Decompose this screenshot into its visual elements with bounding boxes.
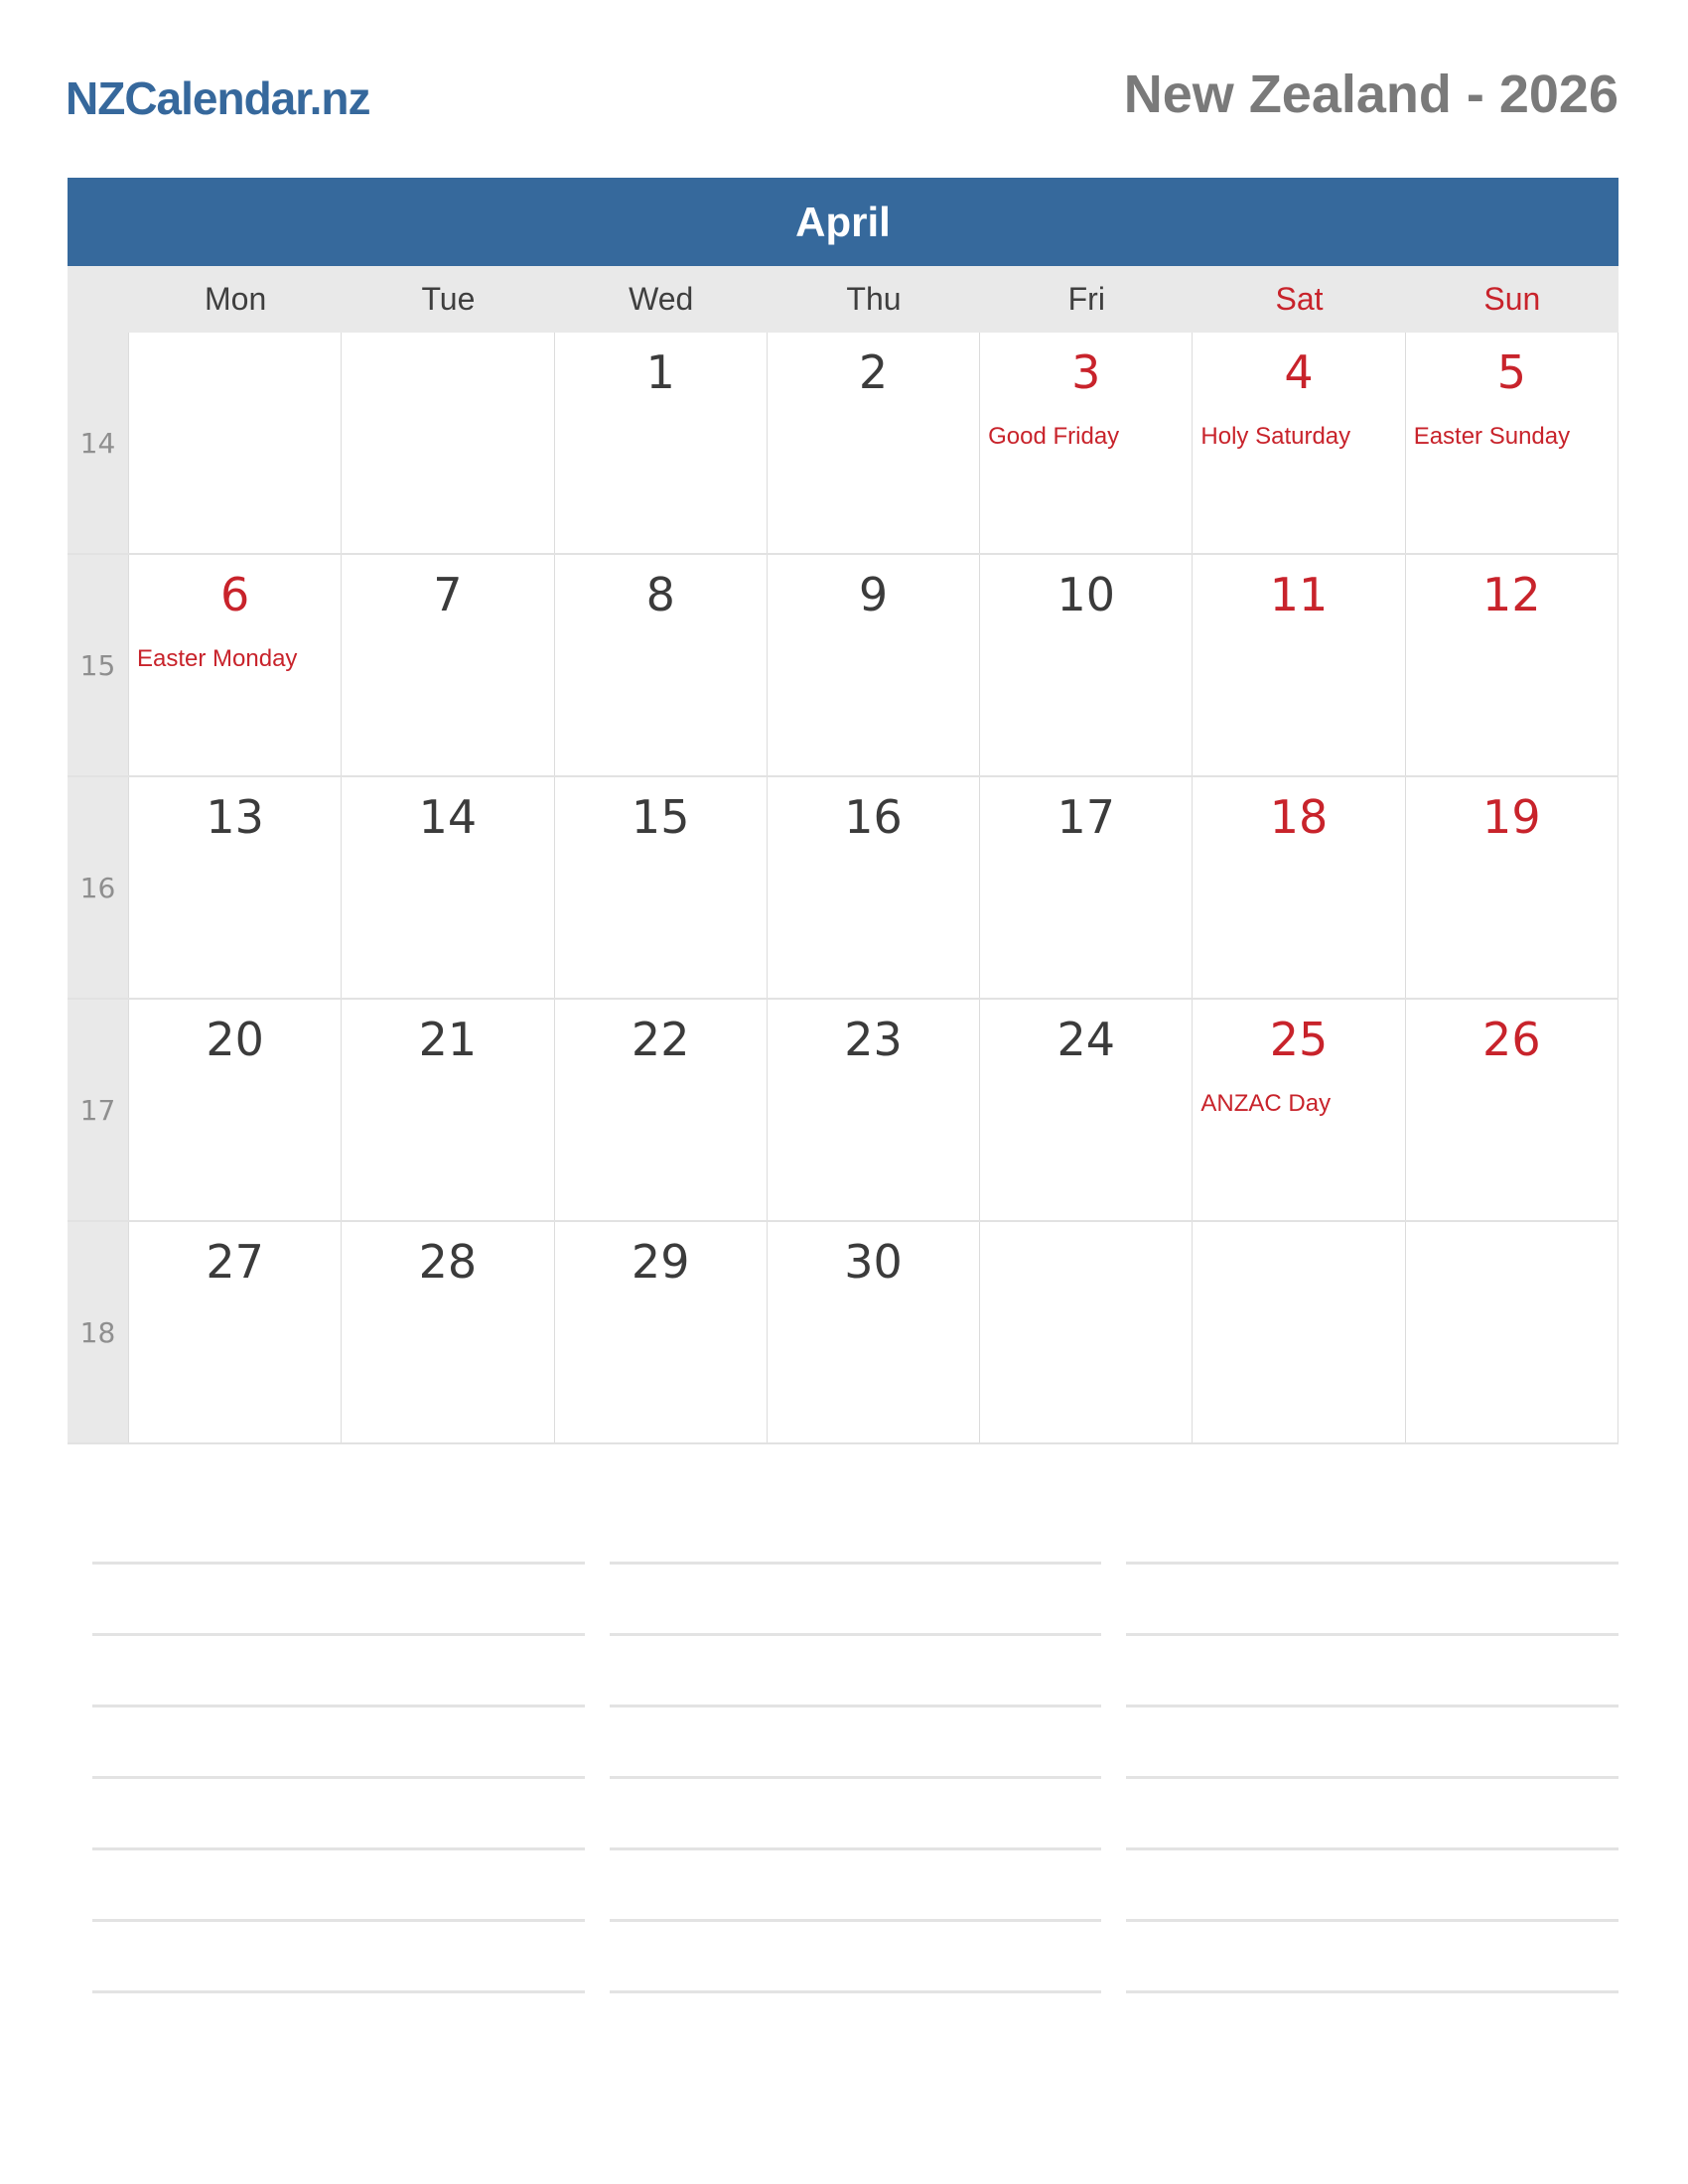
- week-row: [68, 777, 1618, 1000]
- day-cell: [768, 777, 980, 998]
- weekday-label-mon: Mon: [205, 281, 267, 317]
- note-line: [610, 1922, 1102, 1993]
- day-number: 20: [206, 1013, 264, 1066]
- week-number: 18: [68, 1222, 129, 1442]
- day-number: 16: [844, 790, 903, 844]
- day-cell: [555, 333, 768, 553]
- weekday-label-sun: Sun: [1483, 281, 1541, 317]
- note-line: [610, 1707, 1102, 1779]
- day-number: 8: [645, 568, 675, 621]
- week-row: [68, 1000, 1618, 1222]
- note-line: [92, 1565, 585, 1636]
- week-number: 16: [68, 777, 129, 998]
- note-line: [610, 1779, 1102, 1850]
- day-cell: [342, 777, 554, 998]
- week-number: 17: [68, 1000, 129, 1220]
- day-cell: [768, 333, 980, 553]
- day-cell: [555, 555, 768, 775]
- day-cell: [555, 1000, 768, 1220]
- notes-column: [68, 1493, 585, 1993]
- day-cell: [768, 1000, 980, 1220]
- weekday-label-tue: Tue: [421, 281, 476, 317]
- day-number: 23: [844, 1013, 903, 1066]
- month-header: [68, 178, 1618, 266]
- day-number: 18: [1269, 790, 1329, 844]
- day-number: 28: [418, 1235, 478, 1289]
- day-cell: [129, 555, 342, 775]
- day-number: 22: [631, 1013, 690, 1066]
- note-line: [1126, 1779, 1618, 1850]
- note-line: [610, 1565, 1102, 1636]
- day-number: 7: [433, 568, 463, 621]
- day-number: 9: [858, 568, 889, 621]
- day-number: 5: [1496, 345, 1526, 399]
- weekday-label-sat: Sat: [1275, 281, 1324, 317]
- day-cell: [129, 333, 342, 553]
- note-line: [1126, 1850, 1618, 1922]
- note-line: [92, 1636, 585, 1707]
- day-number: 1: [645, 345, 675, 399]
- day-cell: [980, 1222, 1193, 1442]
- week-number-column-spacer: [68, 266, 129, 333]
- day-cell: [1406, 1222, 1618, 1442]
- day-cell: [342, 333, 554, 553]
- day-number: 29: [631, 1235, 690, 1289]
- day-cell: [342, 1222, 554, 1442]
- day-cell: [1193, 333, 1405, 553]
- site-logo[interactable]: NZCalendar.nz: [66, 72, 370, 124]
- day-cell: [980, 555, 1193, 775]
- day-number: 13: [206, 790, 264, 844]
- holiday-label: Easter Monday: [137, 645, 298, 672]
- day-number: 11: [1269, 568, 1329, 621]
- week-row: [68, 555, 1618, 777]
- day-cell: [555, 777, 768, 998]
- holiday-label: ANZAC Day: [1200, 1090, 1332, 1117]
- note-line: [1126, 1707, 1618, 1779]
- week-number: 14: [68, 333, 129, 553]
- weekday-label-wed: Wed: [629, 281, 694, 317]
- note-line: [1126, 1493, 1618, 1565]
- year-title: New Zealand - 2026: [1123, 65, 1618, 124]
- day-cell: [1193, 777, 1405, 998]
- day-number: 12: [1482, 568, 1541, 621]
- calendar-grid: [68, 333, 1618, 1444]
- week-number: 15: [68, 555, 129, 775]
- month-title: April: [795, 198, 891, 245]
- day-cell: [342, 1000, 554, 1220]
- day-cell: [980, 333, 1193, 553]
- weekday-label-thu: Thu: [846, 281, 902, 317]
- day-number: 19: [1482, 790, 1541, 844]
- day-number: 24: [1056, 1013, 1116, 1066]
- note-line: [610, 1850, 1102, 1922]
- weekday-header-row: [68, 266, 1618, 333]
- day-number: 17: [1056, 790, 1116, 844]
- weekday-label-fri: Fri: [1067, 281, 1105, 317]
- holiday-label: Holy Saturday: [1200, 423, 1351, 450]
- day-cell: [1193, 1222, 1405, 1442]
- day-number: 26: [1482, 1013, 1541, 1066]
- note-line: [92, 1779, 585, 1850]
- calendar-table: [68, 178, 1618, 1444]
- day-number: 10: [1056, 568, 1116, 621]
- day-number: 2: [858, 345, 889, 399]
- note-line: [1126, 1922, 1618, 1993]
- day-cell: [1406, 777, 1618, 998]
- note-line: [92, 1707, 585, 1779]
- day-cell: [1406, 1000, 1618, 1220]
- holiday-label: Easter Sunday: [1413, 423, 1571, 450]
- day-cell: [129, 1222, 342, 1442]
- day-number: 21: [418, 1013, 478, 1066]
- day-cell: [555, 1222, 768, 1442]
- notes-column: [1101, 1493, 1618, 1993]
- notes-area: [68, 1493, 1618, 1993]
- day-number: 4: [1284, 345, 1314, 399]
- day-cell: [768, 555, 980, 775]
- note-line: [1126, 1636, 1618, 1707]
- week-row: [68, 1222, 1618, 1444]
- note-line: [610, 1493, 1102, 1565]
- day-cell: [1406, 333, 1618, 553]
- day-number: 30: [844, 1235, 903, 1289]
- day-cell: [980, 1000, 1193, 1220]
- note-line: [92, 1922, 585, 1993]
- note-line: [92, 1493, 585, 1565]
- note-line: [1126, 1565, 1618, 1636]
- day-number: 15: [631, 790, 690, 844]
- day-cell: [129, 777, 342, 998]
- day-cell: [1406, 555, 1618, 775]
- day-cell: [980, 777, 1193, 998]
- day-number: 27: [206, 1235, 264, 1289]
- note-line: [610, 1636, 1102, 1707]
- day-cell: [1193, 555, 1405, 775]
- day-number: 25: [1269, 1013, 1329, 1066]
- day-number: 3: [1071, 345, 1101, 399]
- notes-column: [585, 1493, 1102, 1993]
- day-cell: [129, 1000, 342, 1220]
- day-cell: [768, 1222, 980, 1442]
- day-number: 14: [418, 790, 478, 844]
- day-number: 6: [220, 568, 250, 621]
- note-line: [92, 1850, 585, 1922]
- week-row: [68, 333, 1618, 555]
- holiday-label: Good Friday: [988, 423, 1120, 450]
- day-cell: [1193, 1000, 1405, 1220]
- day-cell: [342, 555, 554, 775]
